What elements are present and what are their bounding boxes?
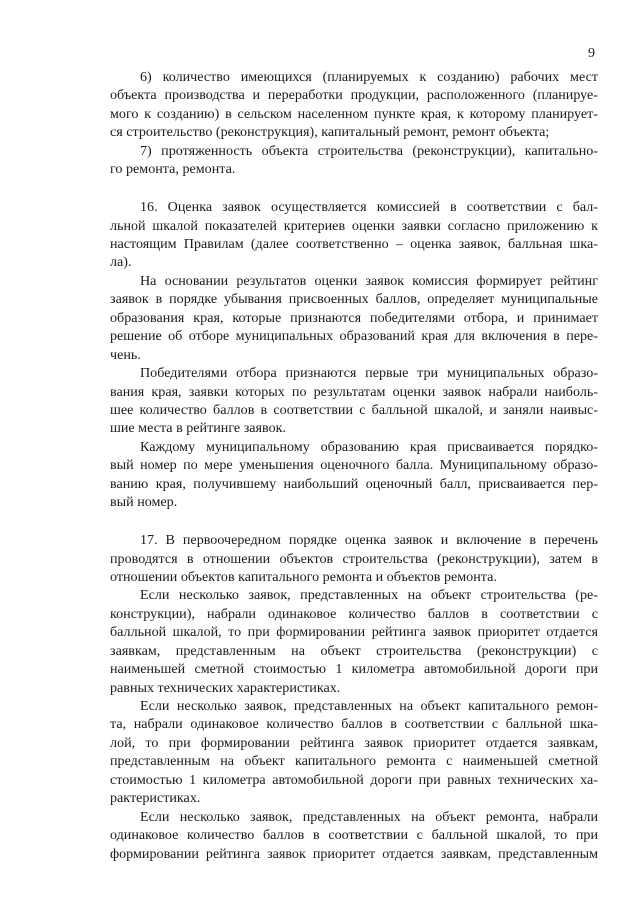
text-line: шее количество баллов в соответствии с балльной шкалой, и заняли наивыс-: [110, 401, 598, 418]
text-line: наименьшей сметной стоимостью 1 километра автомобильной дороги при: [110, 661, 598, 678]
text-line: ся строительство (реконструкция), капитальный ремонт, ремонт объекта;: [110, 124, 550, 141]
text-line: 7) протяженность объекта строительства (реконструкции), капитально-: [140, 142, 598, 159]
paragraph-rating: [110, 272, 598, 364]
text-line: 17. В первоочередном порядке оценка заявок и включение в перечень: [140, 532, 598, 549]
paragraph-clause-17: [110, 531, 598, 586]
text-line: заявок в порядке убывания присвоенных баллов, определяет муниципальные: [110, 291, 598, 308]
text-line: Победителями отбора признаются первые три муниципальных образо-: [140, 365, 598, 382]
text-line: настоящим Правилам (далее соответственно – оценка заявок, балльная шка-: [110, 236, 598, 252]
text-line: шие места в рейтинге заявок.: [110, 420, 286, 437]
paragraph-gap: [110, 179, 598, 199]
text-line: ла).: [110, 254, 132, 271]
text-line: чень.: [110, 346, 141, 363]
text-line: На основании результатов оценки заявок комиссия формирует рейтинг: [140, 272, 598, 289]
text-line: равных технических характеристиках.: [110, 679, 341, 696]
paragraph-item-7: [110, 142, 598, 179]
text-line: объекта производства и переработки продукции, расположенного (планируе-: [110, 87, 598, 104]
paragraph-capital-repair-priority: [110, 697, 598, 808]
text-line: рактеристиках.: [110, 790, 201, 807]
text-line: стоимостью 1 километра автомобильной дороги при равных технических ха-: [110, 771, 598, 788]
text-line: одинаковое количество баллов в соответствии с балльной шкалой, то при: [110, 827, 598, 844]
paragraph-construction-priority: [110, 586, 598, 697]
text-line: 16. Оценка заявок осуществляется комиссией в соответствии с бал-: [140, 199, 598, 216]
text-line: Если несколько заявок, представленных на объект строительства (ре-: [140, 587, 598, 604]
text-line: конструкции), набрали одинаковое количество баллов в соответствии с: [110, 605, 598, 622]
text-line: Если несколько заявок, представленных на объект ремонта, набрали: [140, 808, 598, 825]
text-line: 6) количество имеющихся (планируемых к созданию) рабочих мест: [140, 69, 598, 85]
text-line: та, набрали одинаковое количество баллов в соответствии с балльной шка-: [110, 716, 598, 733]
text-line: мого к созданию) в сельском населенном пункте края, к которому планирует-: [110, 105, 598, 122]
text-line: лой, то при формировании рейтинга заявок приоритет отдается заявкам,: [110, 734, 598, 751]
text-line: Если несколько заявок, представленных на объект капитального ремон-: [140, 698, 598, 714]
text-line: отношении объектов капитального ремонта и объектов ремонта.: [110, 568, 497, 585]
text-line: Каждому муниципальному образованию края присваивается порядко-: [140, 438, 598, 455]
paragraph-clause-16: [110, 198, 598, 272]
text-line: вый номер.: [110, 494, 178, 511]
text-line: образования края, которые признаются победителями отбора, и принимает: [110, 309, 598, 326]
text-line: вый номер по мере уменьшения оценочного балла. Муниципальному образо-: [110, 457, 598, 474]
paragraph-repair-priority: [110, 808, 598, 863]
text-line: го ремонта, ремонта.: [110, 161, 236, 178]
text-line: заявкам, представленным на объект строительства (реконструкции) с: [110, 642, 598, 659]
text-line: вания края, заявки которых по результатам оценки заявок набрали наиболь-: [110, 383, 598, 400]
paragraph-winners: [110, 364, 598, 438]
text-line: ванию края, получившему наибольший оценочный балл, присваивается пер-: [110, 475, 598, 492]
text-line: проводятся в отношении объектов строительства (реконструкции), затем в: [110, 550, 598, 567]
paragraph-item-6: [110, 68, 598, 142]
text-line: решение об отборе муниципальных образований края для включения в пере-: [110, 328, 598, 345]
paragraph-numbering: [110, 438, 598, 512]
document-body: [110, 68, 598, 863]
paragraph-gap: [110, 512, 598, 532]
text-line: представленным на объект капитального ремонта с наименьшей сметной: [110, 753, 598, 770]
page-number: 9: [588, 46, 595, 61]
text-line: льной шкалой показателей критериев оценки заявки согласно приложению к: [110, 217, 598, 234]
text-line: балльной шкалой, то при формировании рейтинга заявок приоритет отдается: [110, 624, 598, 641]
text-line: формировании рейтинга заявок приоритет отдается заявкам, представленным: [110, 845, 598, 862]
